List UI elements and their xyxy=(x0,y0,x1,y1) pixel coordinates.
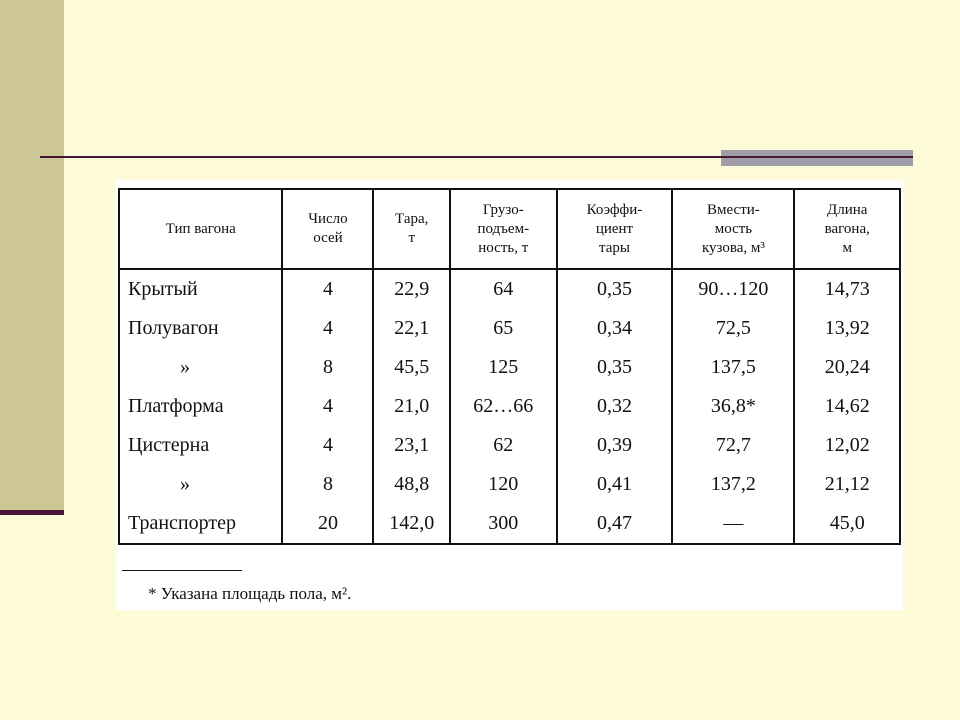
cell-axle-count: 4 xyxy=(282,309,373,348)
side-decor-bar xyxy=(0,0,64,513)
cell-tare: 21,0 xyxy=(373,387,450,426)
table-header-row xyxy=(119,189,900,269)
cell-body-volume: 137,5 xyxy=(672,348,794,387)
table-row xyxy=(119,309,900,348)
header-load-capacity: Грузо- подъем- ность, т xyxy=(450,189,557,269)
cell-tare: 22,1 xyxy=(373,309,450,348)
cell-wagon-length: 14,73 xyxy=(794,269,900,309)
cell-body-volume: 137,2 xyxy=(672,465,794,504)
cell-wagon-type: Платформа xyxy=(119,387,282,426)
cell-load-capacity: 65 xyxy=(450,309,557,348)
footnote-text: * Указана площадь пола, м². xyxy=(148,584,352,603)
cell-wagon-length: 45,0 xyxy=(794,504,900,544)
cell-tare-coefficient: 0,41 xyxy=(557,465,673,504)
cell-wagon-length: 20,24 xyxy=(794,348,900,387)
cell-tare-coefficient: 0,32 xyxy=(557,387,673,426)
cell-axle-count: 8 xyxy=(282,465,373,504)
table-row xyxy=(119,426,900,465)
cell-body-volume: 90…120 xyxy=(672,269,794,309)
header-wagon-type: Тип вагона xyxy=(119,189,282,269)
cell-load-capacity: 62 xyxy=(450,426,557,465)
header-wagon-length: Длина вагона, м xyxy=(794,189,900,269)
header-tare-coefficient: Коэффи- циент тары xyxy=(557,189,673,269)
title-divider-accent xyxy=(721,150,913,166)
table-row xyxy=(119,387,900,426)
table-row xyxy=(119,348,900,387)
cell-tare-coefficient: 0,35 xyxy=(557,348,673,387)
cell-wagon-length: 13,92 xyxy=(794,309,900,348)
cell-tare-coefficient: 0,47 xyxy=(557,504,673,544)
cell-wagon-length: 14,62 xyxy=(794,387,900,426)
cell-tare-coefficient: 0,34 xyxy=(557,309,673,348)
cell-wagon-length: 21,12 xyxy=(794,465,900,504)
cell-wagon-type: » xyxy=(119,348,282,387)
cell-tare: 45,5 xyxy=(373,348,450,387)
header-axle-count: Число осей xyxy=(282,189,373,269)
cell-axle-count: 4 xyxy=(282,387,373,426)
cell-load-capacity: 125 xyxy=(450,348,557,387)
cell-tare: 48,8 xyxy=(373,465,450,504)
cell-axle-count: 4 xyxy=(282,269,373,309)
footnote-divider xyxy=(122,570,242,571)
cell-tare: 23,1 xyxy=(373,426,450,465)
wagon-spec-table xyxy=(118,188,901,545)
cell-tare: 22,9 xyxy=(373,269,450,309)
cell-tare-coefficient: 0,39 xyxy=(557,426,673,465)
table-row xyxy=(119,465,900,504)
cell-body-volume: 36,8* xyxy=(672,387,794,426)
cell-wagon-type: Крытый xyxy=(119,269,282,309)
cell-wagon-length: 12,02 xyxy=(794,426,900,465)
cell-axle-count: 20 xyxy=(282,504,373,544)
side-decor-underline xyxy=(0,510,64,515)
cell-load-capacity: 62…66 xyxy=(450,387,557,426)
table-row xyxy=(119,269,900,309)
cell-load-capacity: 300 xyxy=(450,504,557,544)
cell-axle-count: 8 xyxy=(282,348,373,387)
cell-body-volume: 72,5 xyxy=(672,309,794,348)
cell-wagon-type: Цистерна xyxy=(119,426,282,465)
cell-tare-coefficient: 0,35 xyxy=(557,269,673,309)
cell-body-volume: — xyxy=(672,504,794,544)
header-tare: Тара, т xyxy=(373,189,450,269)
cell-axle-count: 4 xyxy=(282,426,373,465)
cell-load-capacity: 64 xyxy=(450,269,557,309)
cell-tare: 142,0 xyxy=(373,504,450,544)
table-row xyxy=(119,504,900,544)
cell-load-capacity: 120 xyxy=(450,465,557,504)
table-image-panel xyxy=(116,180,903,610)
cell-body-volume: 72,7 xyxy=(672,426,794,465)
cell-wagon-type: Полувагон xyxy=(119,309,282,348)
cell-wagon-type: » xyxy=(119,465,282,504)
cell-wagon-type: Транспортер xyxy=(119,504,282,544)
header-body-volume: Вмести- мость кузова, м³ xyxy=(672,189,794,269)
